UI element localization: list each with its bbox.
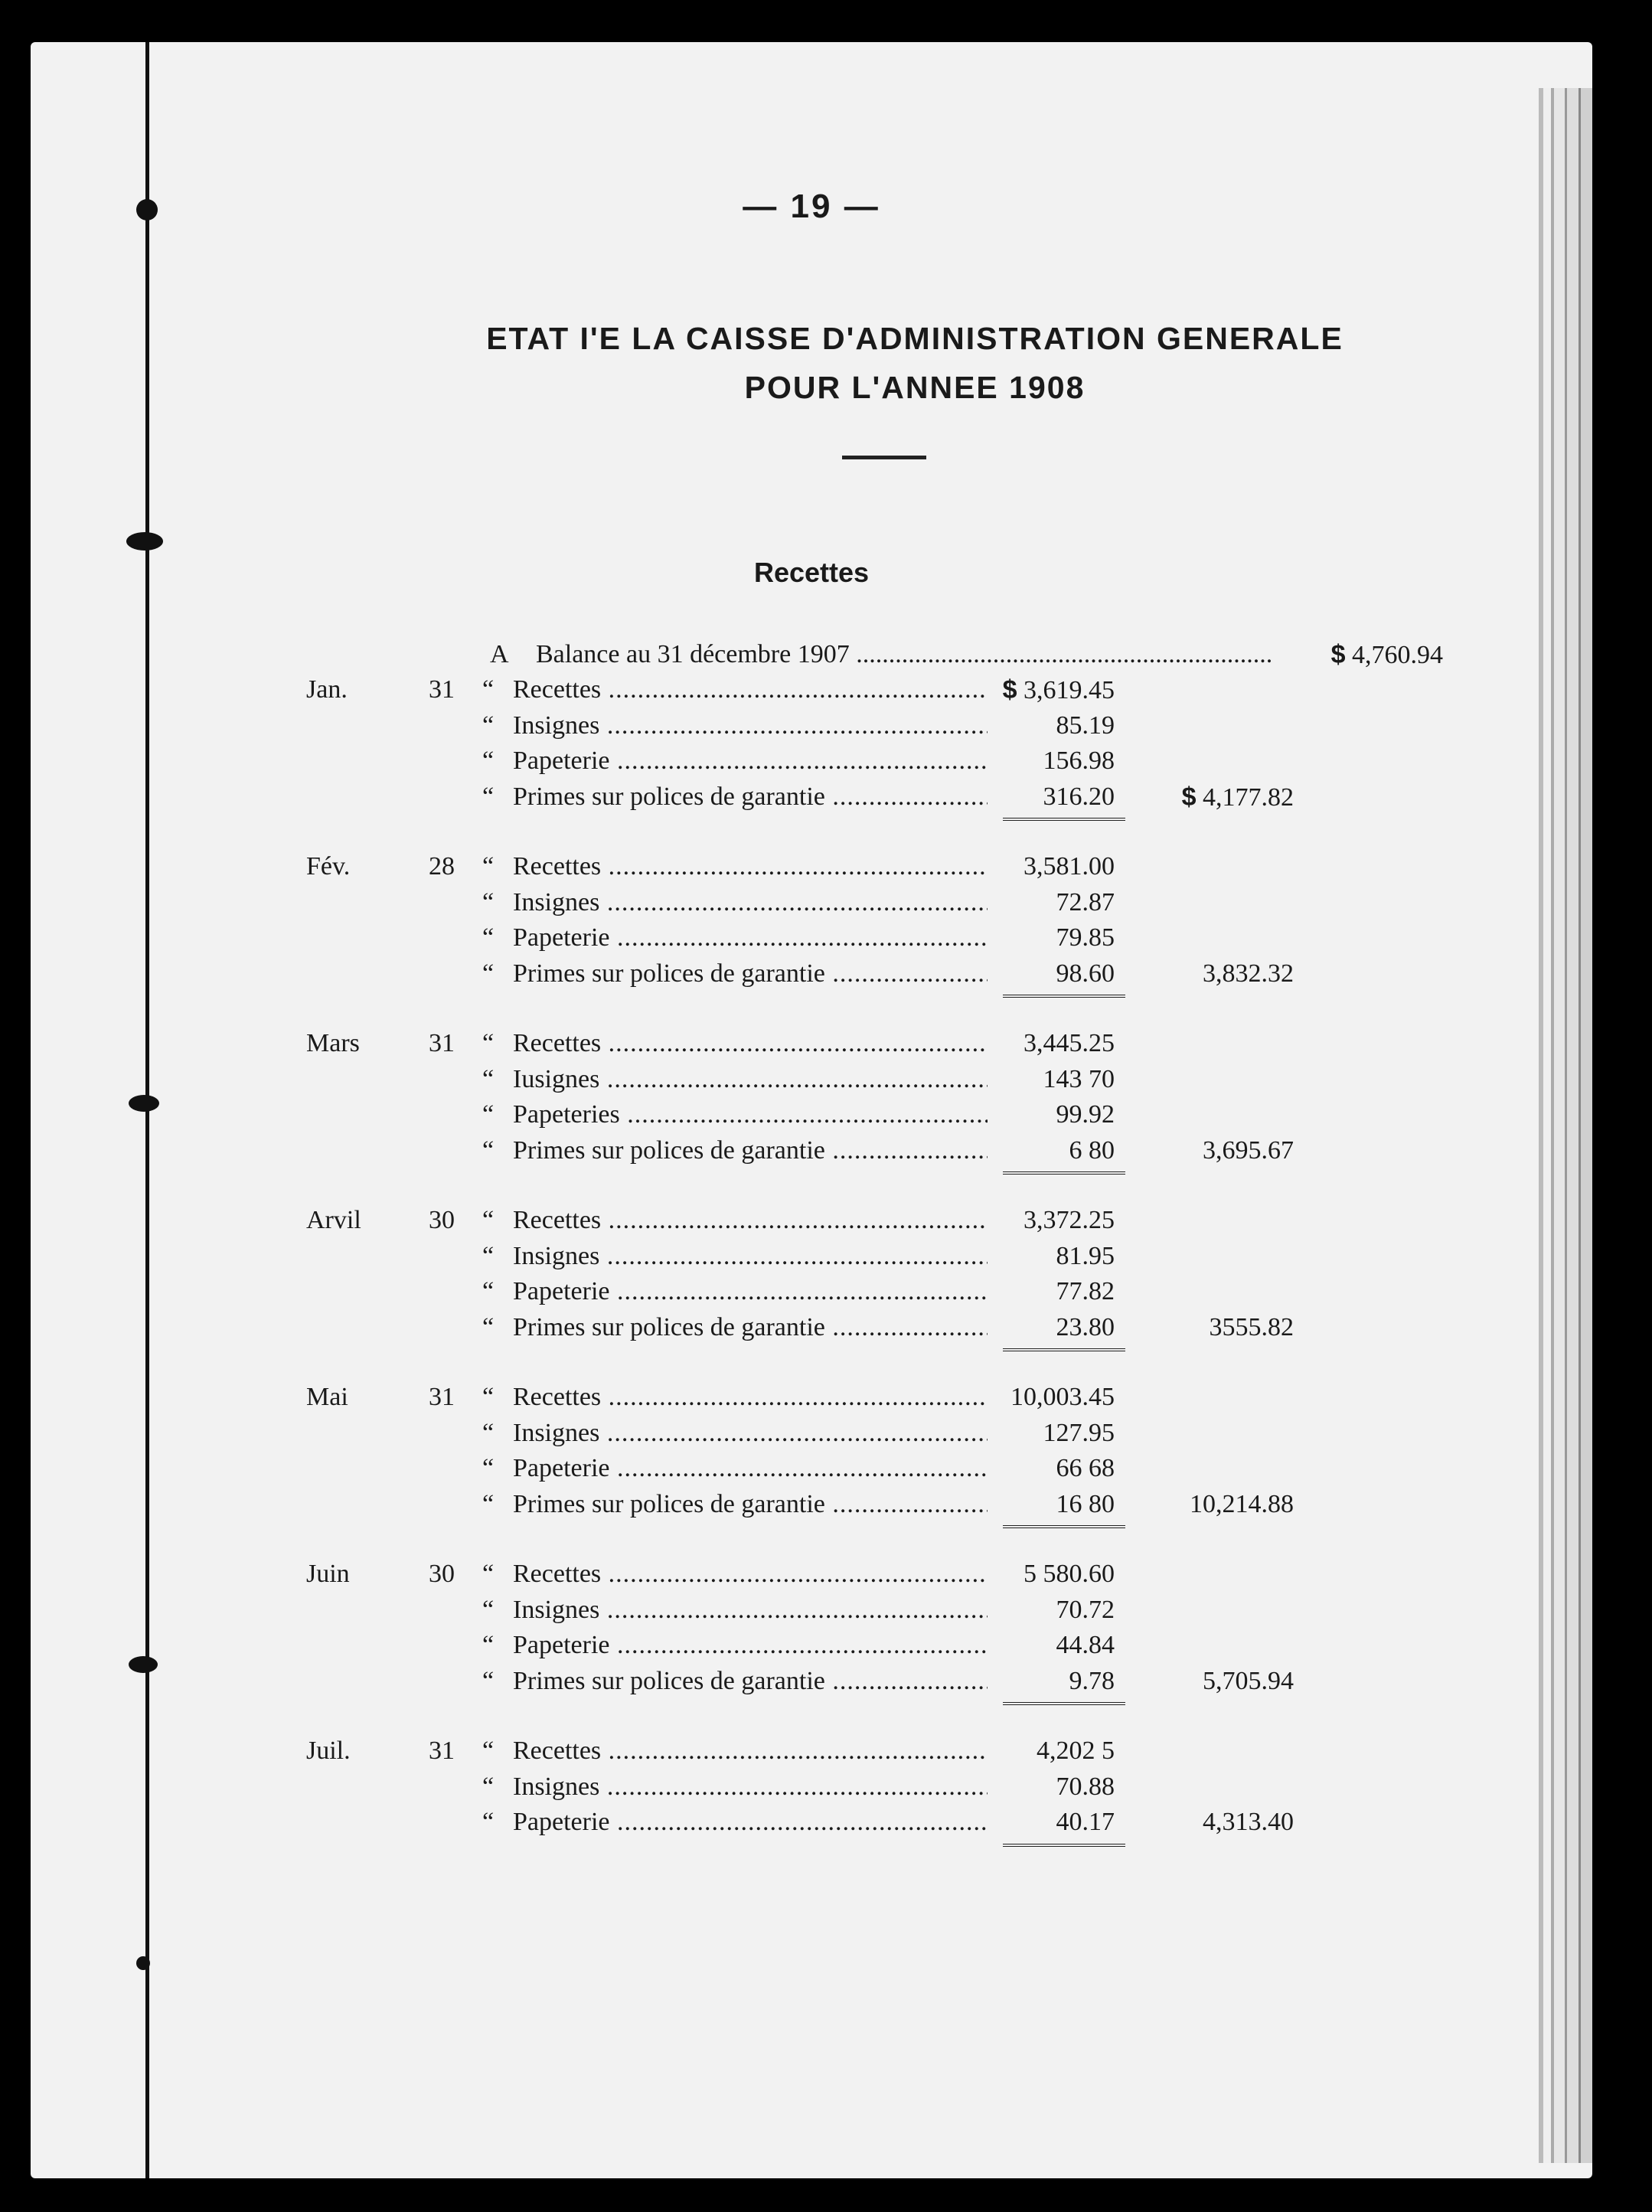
month-label: Mai (306, 1383, 348, 1411)
item-label: Recettes ..... (513, 672, 988, 707)
ledger-row (31, 1557, 1592, 1592)
ledger-row (31, 672, 1592, 707)
ditto-mark: “ (482, 747, 495, 775)
item-amount-value: 70.72 (1056, 1595, 1115, 1624)
ledger-row (31, 1133, 1592, 1168)
ditto-mark: “ (482, 1772, 495, 1801)
item-amount (988, 1805, 1115, 1840)
ditto-mark: “ (482, 1206, 495, 1234)
item-amount (988, 1769, 1115, 1805)
item-label: Recettes ..... (513, 849, 988, 884)
item-amount (988, 743, 1115, 779)
item-amount (988, 956, 1115, 992)
day-label: 31 (429, 675, 455, 704)
ditto-mark: “ (482, 1489, 495, 1518)
opening-balance-row (31, 637, 1592, 672)
ledger-row (31, 1310, 1592, 1345)
item-amount (988, 1203, 1115, 1238)
month-total (1141, 1310, 1294, 1345)
day-label: 30 (429, 1206, 455, 1234)
item-amount (988, 1133, 1115, 1168)
item-amount-value: 4,202 5 (1037, 1737, 1115, 1765)
ledger-row (31, 708, 1592, 743)
subtotal-rule (1003, 1171, 1125, 1175)
ledger-row (31, 1026, 1592, 1061)
item-label: Insignes ..... (513, 708, 988, 743)
item-amount (988, 1628, 1115, 1663)
item-amount-value: 3,445.25 (1024, 1029, 1115, 1057)
item-amount-value: 99.92 (1056, 1100, 1115, 1129)
binding-stitch (126, 532, 163, 551)
ledger-row (31, 1203, 1592, 1238)
ditto-mark: “ (482, 1312, 495, 1341)
item-amount (988, 779, 1115, 815)
subtotal-rule (1003, 1844, 1125, 1847)
ledger-row (31, 1380, 1592, 1415)
item-amount-value: 143 70 (1043, 1064, 1115, 1093)
item-label: Primes sur polices de garantie ..... (513, 1310, 988, 1345)
ditto-mark: “ (482, 1418, 495, 1447)
item-label: Primes sur polices de garantie ..... (513, 1664, 988, 1699)
ledger-row (31, 1664, 1592, 1699)
item-amount-value: 3,619.45 (1024, 676, 1115, 704)
currency-sign: $ (1181, 782, 1197, 812)
item-amount (988, 1593, 1115, 1628)
ditto-mark: “ (482, 1631, 495, 1659)
ditto-mark: “ (482, 1277, 495, 1305)
item-amount-value: 316.20 (1043, 782, 1115, 811)
document-page (31, 42, 1592, 2178)
item-amount-value: 81.95 (1056, 1241, 1115, 1270)
item-amount (988, 1062, 1115, 1097)
item-label: Insignes ..... (513, 1239, 988, 1274)
item-amount (988, 1557, 1115, 1592)
item-label: Papeterie ..... (513, 1805, 988, 1840)
item-label: Papeterie ..... (513, 1451, 988, 1486)
ledger-row (31, 1239, 1592, 1274)
item-label: Recettes ..... (513, 1733, 988, 1769)
ledger-row (31, 1769, 1592, 1805)
item-amount-value: 127.95 (1043, 1418, 1115, 1447)
item-label: Insignes ..... (513, 1416, 988, 1451)
month-total (1141, 1805, 1294, 1840)
item-amount-value: 66 68 (1056, 1454, 1115, 1482)
ledger-row (31, 1416, 1592, 1451)
item-amount-value: 98.60 (1056, 959, 1115, 988)
item-amount-value: 23.80 (1056, 1312, 1115, 1341)
item-amount (988, 708, 1115, 743)
title-rule (842, 456, 926, 459)
item-amount-value: 72.87 (1056, 887, 1115, 916)
item-amount-value: 77.82 (1056, 1277, 1115, 1305)
item-amount (988, 1026, 1115, 1061)
opening-total (1275, 637, 1443, 673)
ditto-mark: “ (482, 1064, 495, 1093)
month-total-value: 4,177.82 (1203, 783, 1294, 812)
item-amount (988, 849, 1115, 884)
item-amount (988, 1416, 1115, 1451)
month-total (1141, 779, 1294, 815)
ledger-row (31, 1274, 1592, 1309)
ditto-mark: “ (482, 1241, 495, 1270)
ditto-mark: “ (482, 711, 495, 740)
ditto-mark: “ (482, 959, 495, 988)
title-line-1: ETAT I'E LA CAISSE D'ADMINISTRATION GENERALE (486, 321, 1343, 356)
item-label: Papeterie ..... (513, 1274, 988, 1309)
subtotal-rule (1003, 995, 1125, 998)
ledger-row (31, 1451, 1592, 1486)
subtotal-rule (1003, 1702, 1125, 1705)
ledger-row (31, 1487, 1592, 1522)
opening-total-value: 4,760.94 (1352, 641, 1443, 669)
month-total-value: 10,214.88 (1190, 1489, 1294, 1518)
ditto-mark: “ (482, 1100, 495, 1129)
page-number: — 19 — (743, 188, 880, 225)
ditto-mark: “ (482, 782, 495, 811)
ledger-row (31, 920, 1592, 956)
month-total-value: 4,313.40 (1203, 1808, 1294, 1836)
item-label: Papeterie ..... (513, 743, 988, 779)
item-amount (988, 885, 1115, 920)
item-amount-value: 9.78 (1069, 1666, 1115, 1695)
item-amount-value: 10,003.45 (1010, 1383, 1115, 1411)
item-label: Recettes ..... (513, 1380, 988, 1415)
ledger-row (31, 1628, 1592, 1663)
ledger-row (31, 956, 1592, 992)
subtotal-rule (1003, 1525, 1125, 1528)
ledger-row (31, 779, 1592, 815)
item-amount-value: 70.88 (1056, 1772, 1115, 1801)
day-label: 31 (429, 1029, 455, 1057)
item-amount-value: 85.19 (1056, 711, 1115, 740)
ledger-row (31, 1062, 1592, 1097)
month-total-value: 3,832.32 (1203, 959, 1294, 988)
subtotal-rule (1003, 1348, 1125, 1351)
ditto-mark: “ (482, 1595, 495, 1624)
day-label: 30 (429, 1560, 455, 1588)
subtotal-rule (1003, 818, 1125, 821)
month-total (1141, 1664, 1294, 1699)
item-label: Recettes ..... (513, 1557, 988, 1592)
ditto-mark: “ (482, 675, 495, 704)
item-amount (988, 1451, 1115, 1486)
section-heading: Recettes (753, 557, 870, 588)
item-amount-value: 40.17 (1056, 1808, 1115, 1836)
day-label: 31 (429, 1383, 455, 1411)
item-label: Insignes ..... (513, 1769, 988, 1805)
ledger-row (31, 1097, 1592, 1132)
item-amount (988, 1310, 1115, 1345)
item-amount (988, 1097, 1115, 1132)
opening-prefix: A (490, 640, 509, 668)
ditto-mark: “ (482, 1029, 495, 1057)
item-amount-value: 16 80 (1056, 1489, 1115, 1518)
item-label: Papeterie ..... (513, 1628, 988, 1663)
item-amount-value: 3,372.25 (1024, 1206, 1115, 1234)
item-amount (988, 1239, 1115, 1274)
month-total (1141, 1487, 1294, 1522)
ditto-mark: “ (482, 1666, 495, 1695)
item-amount-value: 156.98 (1043, 747, 1115, 775)
ledger-row (31, 1593, 1592, 1628)
month-label: Fév. (306, 852, 351, 881)
item-amount (988, 1664, 1115, 1699)
ledger-row (31, 885, 1592, 920)
month-total (1141, 956, 1294, 992)
ditto-mark: “ (482, 1454, 495, 1482)
item-label: Papeteries ..... (513, 1097, 988, 1132)
month-total-value: 3555.82 (1209, 1312, 1294, 1341)
item-label: Recettes ..... (513, 1203, 988, 1238)
opening-label: Balance au 31 décembre 1907 ..... (536, 637, 1271, 672)
item-amount (988, 1487, 1115, 1522)
ditto-mark: “ (482, 852, 495, 881)
month-label: Juin (306, 1560, 350, 1588)
item-label: Primes sur polices de garantie ..... (513, 1133, 988, 1168)
item-label: Recettes ..... (513, 1026, 988, 1061)
binding-stitch (136, 1956, 150, 1970)
item-label: Insignes ..... (513, 885, 988, 920)
currency-sign: $ (1330, 640, 1346, 669)
item-amount-value: 79.85 (1056, 923, 1115, 952)
month-label: Jan. (306, 675, 348, 704)
item-amount (988, 1380, 1115, 1415)
ditto-mark: “ (482, 1135, 495, 1165)
item-label: Papeterie ..... (513, 920, 988, 956)
document-title (398, 314, 1432, 412)
day-label: 28 (429, 852, 455, 881)
month-total (1141, 1133, 1294, 1168)
item-amount-value: 3,581.00 (1024, 852, 1115, 881)
item-amount (988, 1733, 1115, 1769)
ditto-mark: “ (482, 1383, 495, 1411)
month-total-value: 3,695.67 (1203, 1135, 1294, 1165)
ditto-mark: “ (482, 887, 495, 916)
item-label: Insignes ..... (513, 1593, 988, 1628)
currency-sign: $ (1002, 675, 1017, 704)
item-amount-value: 5 580.60 (1024, 1560, 1115, 1588)
day-label: 31 (429, 1737, 455, 1765)
title-line-2: POUR L'ANNEE 1908 (744, 370, 1086, 405)
ledger-row (31, 1805, 1592, 1840)
ditto-mark: “ (482, 1808, 495, 1836)
item-amount (988, 1274, 1115, 1309)
month-label: Juil. (306, 1737, 351, 1765)
item-amount (988, 920, 1115, 956)
item-amount-value: 6 80 (1069, 1135, 1115, 1165)
item-label: Primes sur polices de garantie ..... (513, 1487, 988, 1522)
item-label: Primes sur polices de garantie ..... (513, 779, 988, 815)
ditto-mark: “ (482, 1560, 495, 1588)
item-amount-value: 44.84 (1056, 1631, 1115, 1659)
month-label: Mars (306, 1029, 360, 1057)
ditto-mark: “ (482, 923, 495, 952)
ledger-row (31, 743, 1592, 779)
item-label: Primes sur polices de garantie ..... (513, 956, 988, 992)
item-amount (988, 672, 1115, 708)
ledger-row (31, 849, 1592, 884)
month-label: Arvil (306, 1206, 361, 1234)
item-label: Iusignes ..... (513, 1062, 988, 1097)
ledger-row (31, 1733, 1592, 1769)
ditto-mark: “ (482, 1737, 495, 1765)
month-total-value: 5,705.94 (1203, 1666, 1294, 1695)
